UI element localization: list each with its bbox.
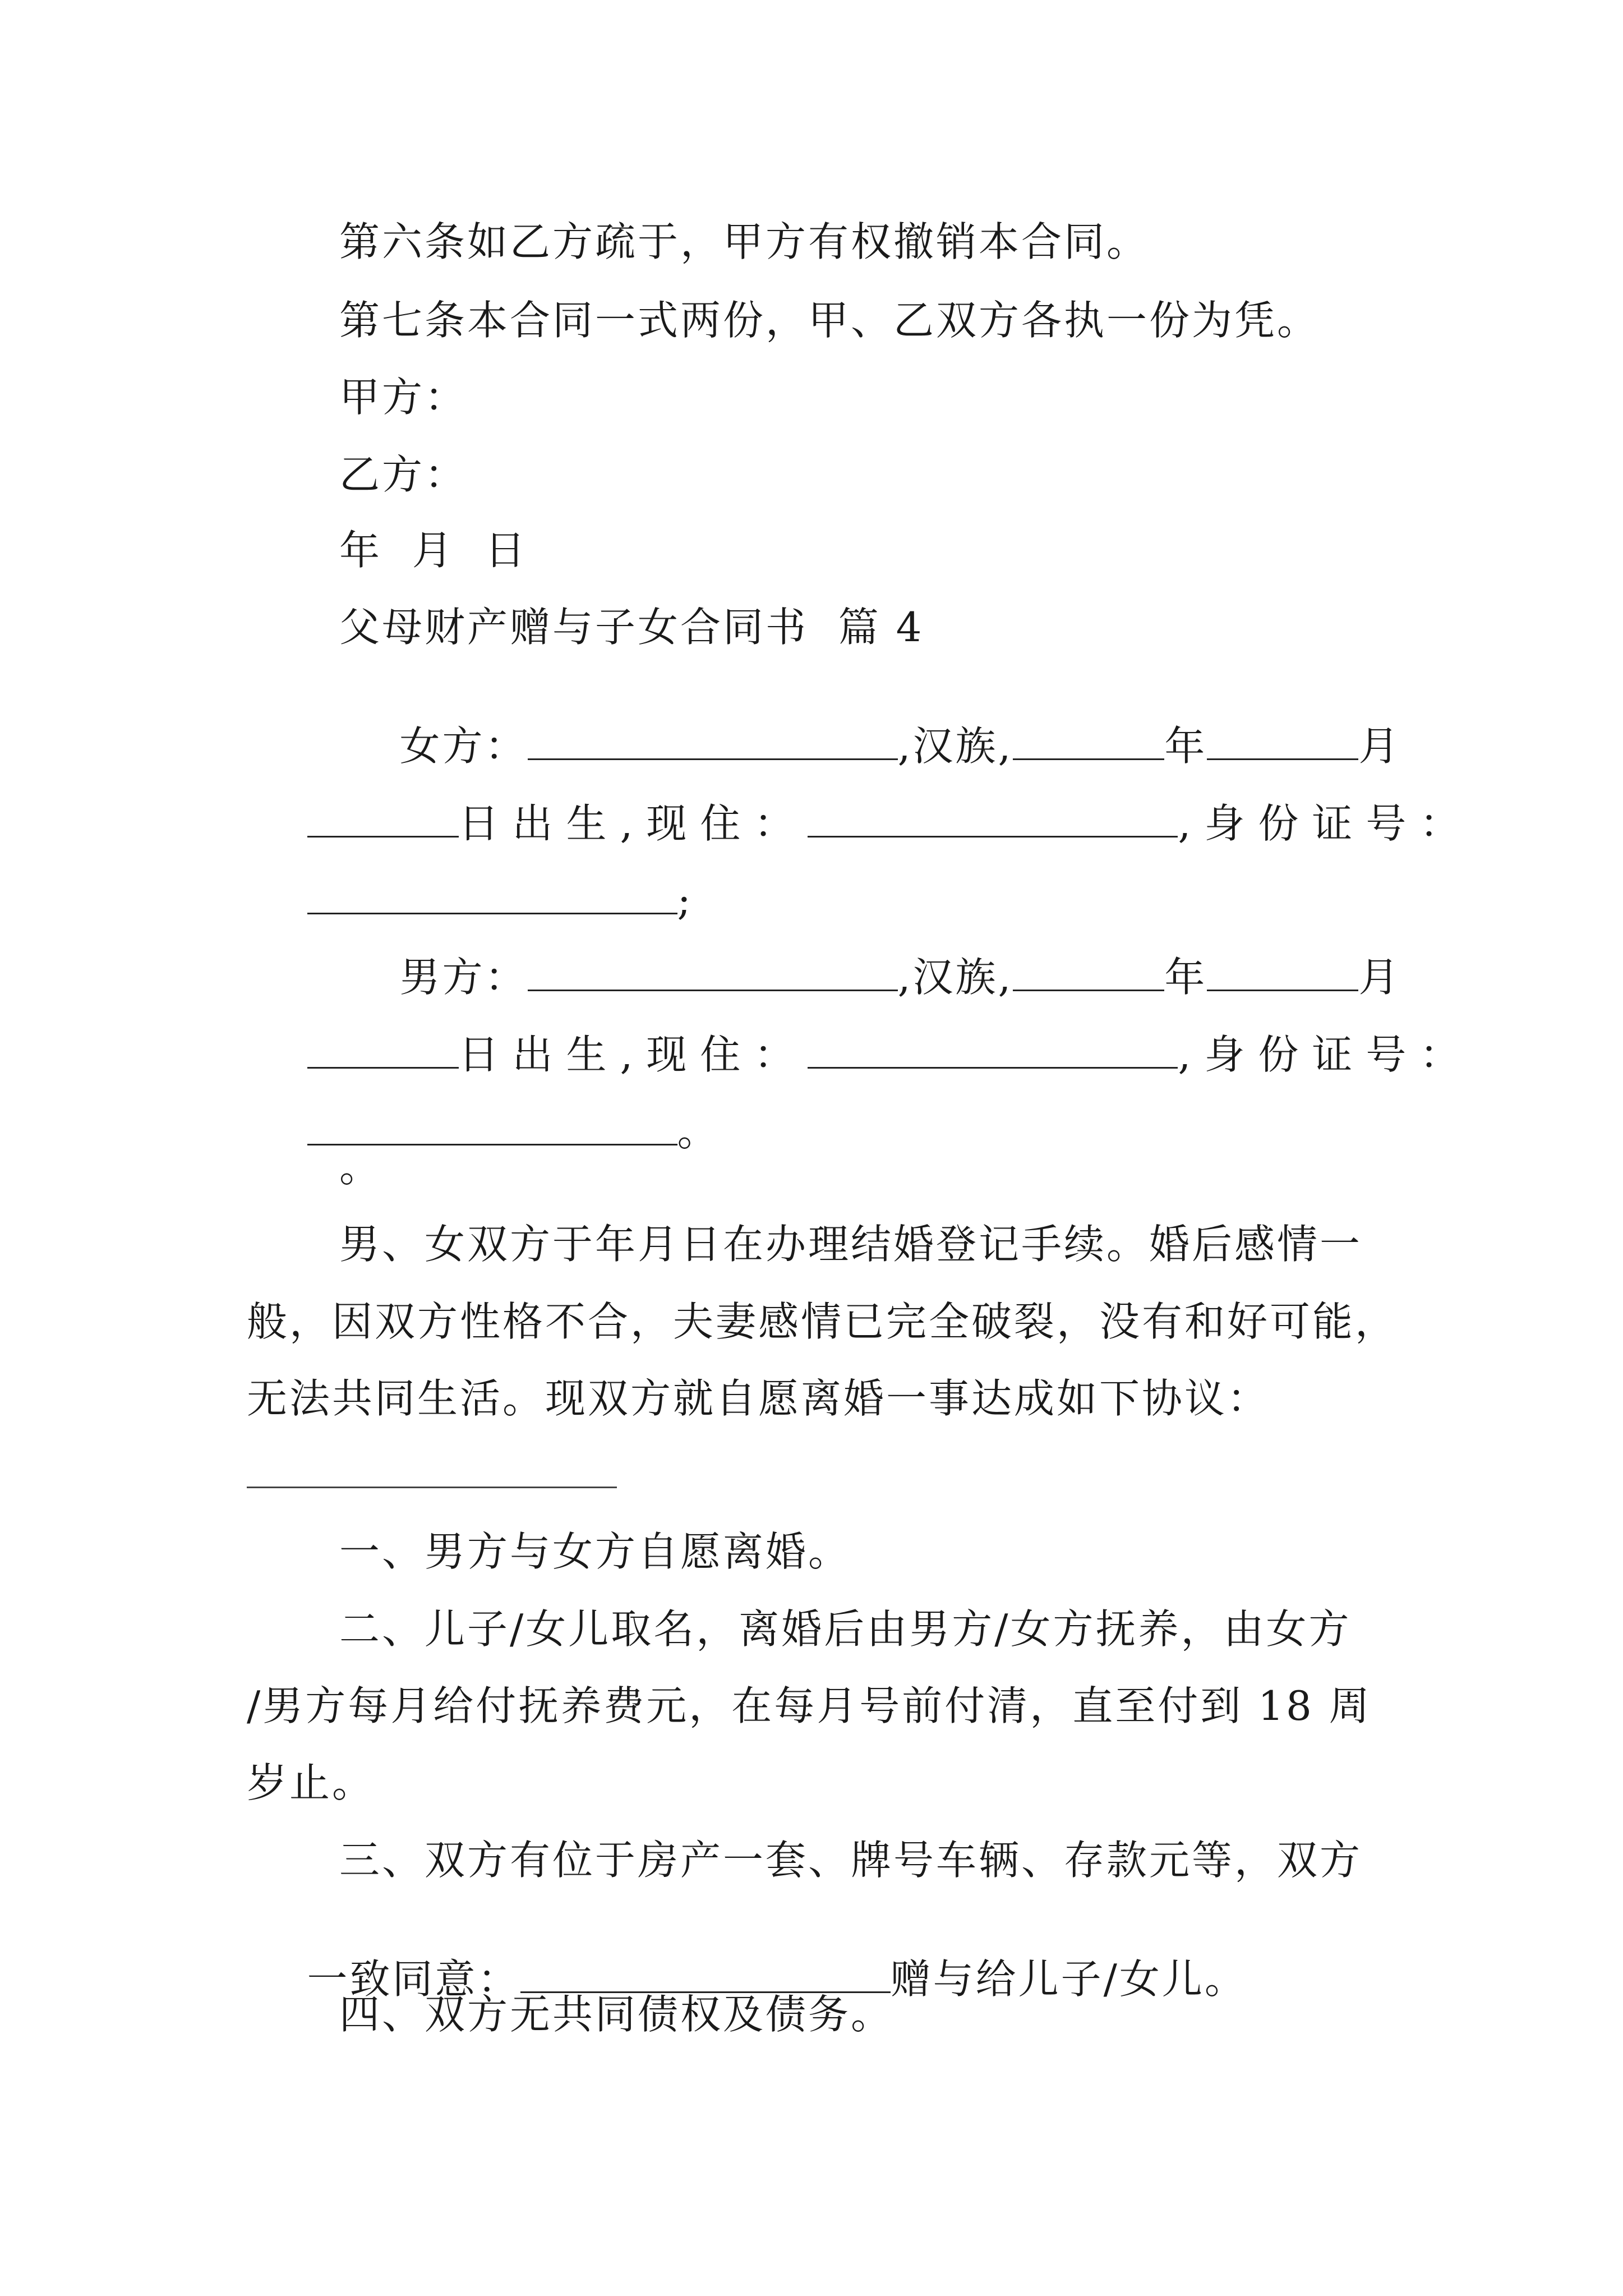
dot-line: 。 (339, 1144, 382, 1191)
male-day-blank (307, 1033, 459, 1069)
male-born-label: 日出生,现住： (458, 1031, 808, 1078)
male-year-label: 年 (1164, 954, 1207, 1001)
male-end: 。 (677, 1108, 720, 1155)
female-day-blank (307, 802, 459, 838)
clause-3-blank (520, 1958, 891, 1993)
clause-2-line-3: 岁止。 (247, 1759, 375, 1806)
clause-3-prefix: 一致同意： (307, 1955, 520, 2003)
intro-line-3: 无法共同生活。现双方就自愿离婚一事达成如下协议： (247, 1375, 1270, 1422)
female-address-blank (808, 802, 1178, 838)
female-id-label: ,身份证号： (1178, 800, 1474, 847)
clause-3-line-1: 三、双方有位于房产一套、牌号车辆、存款元等，双方 (339, 1837, 1363, 1884)
female-born-label: 日出生,现住： (458, 800, 808, 847)
female-label: 女方： (399, 723, 528, 770)
male-name-blank (528, 956, 898, 991)
clause-1: 一、男方与女方自愿离婚。 (339, 1528, 851, 1575)
signature-rule (247, 1487, 617, 1488)
article-6: 第六条如乙方疏于，甲方有权撤销本合同。 (339, 218, 1150, 265)
female-year-blank (1013, 725, 1164, 760)
clause-2-line-1: 二、儿子/女儿取名，离婚后由男方/女方抚养，由女方 (339, 1605, 1352, 1653)
article-7: 第七条本合同一式两份，甲、乙双方各执一份为凭。 (339, 297, 1320, 344)
male-year-blank (1013, 956, 1164, 991)
party-b-line: 乙方： (339, 451, 468, 498)
male-month-label: 月 (1358, 954, 1401, 1001)
female-id-blank (307, 879, 677, 914)
intro-line-1: 男、女双方于年月日在办理结婚登记手续。婚后感情一 (339, 1221, 1363, 1268)
male-row-3 (247, 1070, 720, 1192)
female-end: ; (677, 877, 693, 924)
male-month-blank (1207, 956, 1358, 991)
female-month-blank (1207, 725, 1358, 760)
female-year-label: 年 (1164, 723, 1207, 770)
female-ethnicity: ,汉族, (897, 723, 1013, 770)
clause-2-line-2: /男方每月给付抚养费元，在每月号前付清，直至付到 18 周 (247, 1682, 1372, 1729)
male-label: 男方： (399, 954, 528, 1001)
female-month-label: 月 (1358, 723, 1401, 770)
clause-3-suffix: 赠与给儿子/女儿。 (890, 1955, 1247, 2003)
male-ethnicity: ,汉族, (897, 954, 1013, 1001)
male-id-blank (307, 1110, 677, 1145)
date-line: 年 月 日 (339, 527, 528, 574)
female-name-blank (528, 725, 898, 760)
party-a-line: 甲方： (339, 374, 468, 421)
section-title: 父母财产赠与子女合同书 篇 4 (339, 604, 924, 651)
male-address-blank (808, 1033, 1178, 1069)
intro-line-2: 般，因双方性格不合，夫妻感情已完全破裂，没有和好可能， (247, 1298, 1398, 1345)
male-id-label: ,身份证号： (1178, 1031, 1474, 1078)
clause-4: 四、双方无共同债权及债务。 (339, 1991, 894, 2038)
